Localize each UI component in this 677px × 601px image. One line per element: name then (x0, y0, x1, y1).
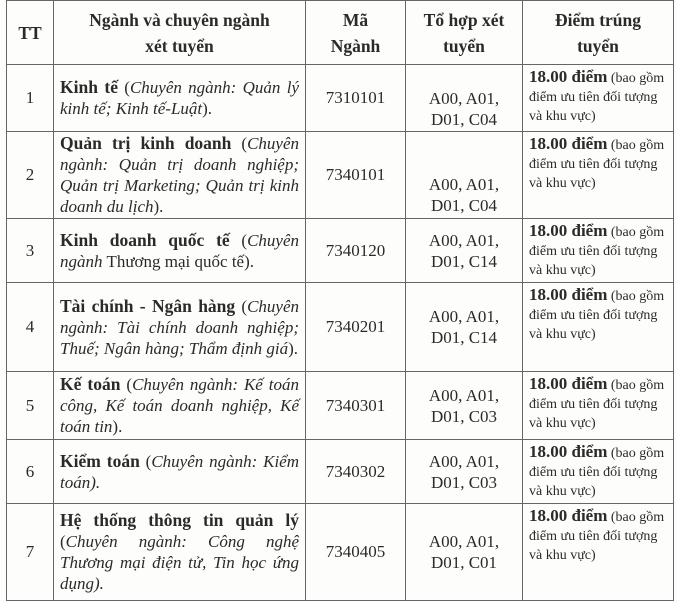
table-row (7, 219, 674, 283)
score-value: 18.00 điểm (529, 442, 608, 461)
major-detail: Chuyên ngành: Công nghệ Thương mại điện tử, Tin học ứng dụng). (60, 532, 299, 593)
subject-combination: A00, A01, D01, C01 (406, 504, 523, 601)
major-detail: Chuyên ngành (60, 230, 300, 271)
major-cell (54, 132, 306, 219)
major-detail: ( (229, 230, 248, 250)
major-detail: ( (139, 451, 152, 471)
subject-combination: A00, A01, D01, C14 (406, 283, 523, 372)
row-number: 7 (7, 504, 54, 601)
major-cell (54, 283, 306, 372)
row-number: 3 (7, 219, 54, 283)
score-note: (bao gồm điểm ưu tiên đối tượng và khu vực) (529, 446, 665, 499)
score-value: 18.00 điểm (529, 134, 608, 153)
major-title: Tài chính - Ngân hàng (60, 295, 236, 316)
major-detail: ( (120, 375, 133, 394)
row-number: 5 (7, 372, 54, 440)
major-title: Kinh tế (60, 77, 118, 97)
major-cell (54, 372, 306, 440)
major-code: 7340101 (306, 132, 406, 219)
score-value: 18.00 điểm (529, 221, 608, 240)
major-detail: ( (117, 78, 130, 97)
major-cell (54, 440, 306, 504)
major-title: Kiểm toán (60, 450, 140, 471)
table-body (7, 65, 674, 601)
header-tt: TT (7, 1, 54, 65)
score-note: (bao gồm điểm ưu tiên đối tượng và khu vực) (529, 71, 665, 124)
major-detail: ). (153, 197, 164, 216)
subject-combination: A00, A01, D01, C04 (406, 65, 523, 132)
subject-combination: A00, A01, D01, C03 (406, 440, 523, 504)
major-detail: Chuyên ngành: Quản lý kinh tế; Kinh tế-Luật (60, 78, 299, 118)
admission-scores-table (6, 0, 674, 601)
major-detail: ). (112, 417, 123, 436)
major-detail: Chuyên ngành: Tài chính doanh nghiệp; Thuế; Ngân hàng; Thẩm định giá (60, 296, 299, 358)
major-title: Kế toán (60, 374, 121, 394)
major-title: Quản trị kinh doanh (60, 133, 232, 153)
score-cell (523, 132, 674, 219)
major-detail: ). (288, 338, 299, 358)
table-row (7, 440, 674, 504)
score-note: (bao gồm điểm ưu tiên đối tượng và khu vực) (529, 225, 665, 278)
score-cell (523, 219, 674, 283)
row-number: 4 (7, 283, 54, 372)
score-note: (bao gồm điểm ưu tiên đối tượng và khu vực) (529, 289, 665, 342)
score-value: 18.00 điểm (529, 285, 608, 304)
table-row (7, 504, 674, 601)
major-detail: ( (60, 532, 66, 551)
major-code: 7340405 (306, 504, 406, 601)
header-code: Mã Ngành (306, 1, 406, 65)
score-value: 18.00 điểm (529, 374, 608, 393)
header-combo: Tổ hợp xét tuyển (406, 1, 523, 65)
major-code: 7310101 (306, 65, 406, 132)
major-detail: Chuyên ngành: Kế toán công, Kế toán doanh nghiệp, Kế toán tin (60, 375, 299, 436)
major-code: 7340120 (306, 219, 406, 283)
table-row (7, 65, 674, 132)
score-cell (523, 372, 674, 440)
major-code: 7340302 (306, 440, 406, 504)
score-value: 18.00 điểm (529, 67, 608, 86)
subject-combination: A00, A01, D01, C03 (406, 372, 523, 440)
major-cell (54, 65, 306, 132)
major-code: 7340201 (306, 283, 406, 372)
score-cell (523, 283, 674, 372)
score-cell (523, 65, 674, 132)
table-row (7, 283, 674, 372)
header-row (7, 1, 674, 65)
score-value: 18.00 điểm (529, 506, 608, 525)
score-note: (bao gồm điểm ưu tiên đối tượng và khu vực) (529, 378, 665, 431)
major-detail: ( (235, 296, 248, 316)
score-cell (523, 440, 674, 504)
row-number: 1 (7, 65, 54, 132)
row-number: 6 (7, 440, 54, 504)
major-detail: Chuyên ngành: Kiểm toán). (60, 451, 299, 492)
major-detail: ). (202, 99, 213, 118)
major-code: 7340301 (306, 372, 406, 440)
table-row (7, 372, 674, 440)
subject-combination: A00, A01, D01, C14 (406, 219, 523, 283)
header-major: Ngành và chuyên ngành xét tuyển (54, 1, 306, 65)
subject-combination: A00, A01, D01, C04 (406, 132, 523, 219)
major-detail: Thương mại quốc tế). (102, 251, 254, 271)
score-cell (523, 504, 674, 601)
major-cell (54, 219, 306, 283)
score-note: (bao gồm điểm ưu tiên đối tượng và khu vực) (529, 138, 665, 191)
major-title: Kinh doanh quốc tế (60, 229, 230, 250)
major-detail: ( (231, 134, 248, 153)
score-note: (bao gồm điểm ưu tiên đối tượng và khu vực) (529, 510, 665, 563)
row-number: 2 (7, 132, 54, 219)
major-cell (54, 504, 306, 601)
major-title: Hệ thống thông tin quản lý (60, 510, 299, 530)
major-detail: Chuyên ngành: Quản trị doanh nghiệp; Quản trị Marketing; Quản trị kinh doanh du lịch (60, 134, 299, 216)
header-score: Điểm trúng tuyển (523, 1, 674, 65)
table-row (7, 132, 674, 219)
